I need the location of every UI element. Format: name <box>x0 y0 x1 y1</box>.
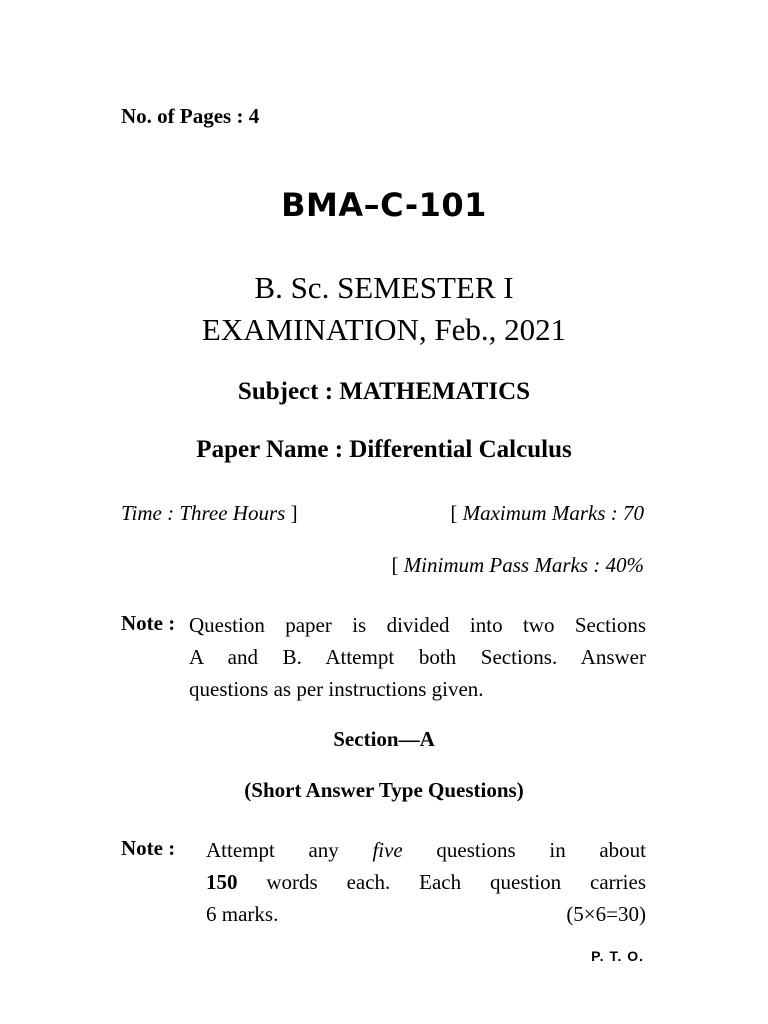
min-pass-marks: Minimum Pass Marks : 40% <box>403 553 644 577</box>
note-label: Note : <box>121 611 176 635</box>
note-label: Note : <box>121 836 176 860</box>
note-instructions <box>189 609 646 705</box>
exam-title <box>0 267 768 351</box>
note-line <box>206 898 646 930</box>
subtitle-close: ) <box>516 778 524 802</box>
time-info <box>121 501 298 526</box>
max-marks-info <box>450 501 644 526</box>
semester-line: B. Sc. SEMESTER I <box>254 270 514 305</box>
note-line <box>206 834 646 866</box>
note-line: questions as per instructions given. <box>189 677 484 701</box>
section-a-instructions <box>206 834 646 930</box>
note-text-segment: Attempt any <box>206 838 339 862</box>
marks-total: (5×6=30) <box>566 902 646 926</box>
time-bracket: ] <box>290 501 298 525</box>
section-subtitle <box>0 778 768 803</box>
paper-name-line: Paper Name : Differential Calculus <box>196 436 572 463</box>
min-marks-info <box>391 553 644 578</box>
note-emphasis: five <box>372 838 403 862</box>
note-line <box>206 866 646 898</box>
min-marks-bracket: [ <box>391 553 399 577</box>
section-title: Section—A <box>333 727 435 751</box>
note-line: Question paper is divided into two Sections <box>189 613 646 637</box>
examination-line: EXAMINATION, Feb., 2021 <box>201 312 567 347</box>
subject-line: Subject : MATHEMATICS <box>237 378 531 405</box>
pto-label: P. T. O. <box>591 948 644 964</box>
max-marks-bracket: [ <box>450 501 458 525</box>
max-marks: Maximum Marks : 70 <box>462 501 644 525</box>
word-count: 150 <box>206 870 238 894</box>
note-text-segment: words each. Each question carries <box>266 870 646 894</box>
marks-each: 6 marks. <box>206 902 279 926</box>
pages-count: No. of Pages : 4 <box>121 104 260 128</box>
time-label: Time : Three Hours <box>121 501 286 525</box>
subtitle-open: ( <box>244 778 252 802</box>
note-line: A and B. Attempt both Sections. Answer <box>189 645 646 669</box>
paper-code: BMA–C-101 <box>281 186 487 224</box>
note-text-segment: questions in about <box>436 838 646 862</box>
subtitle-text: Short Answer Type Questions <box>251 778 517 802</box>
